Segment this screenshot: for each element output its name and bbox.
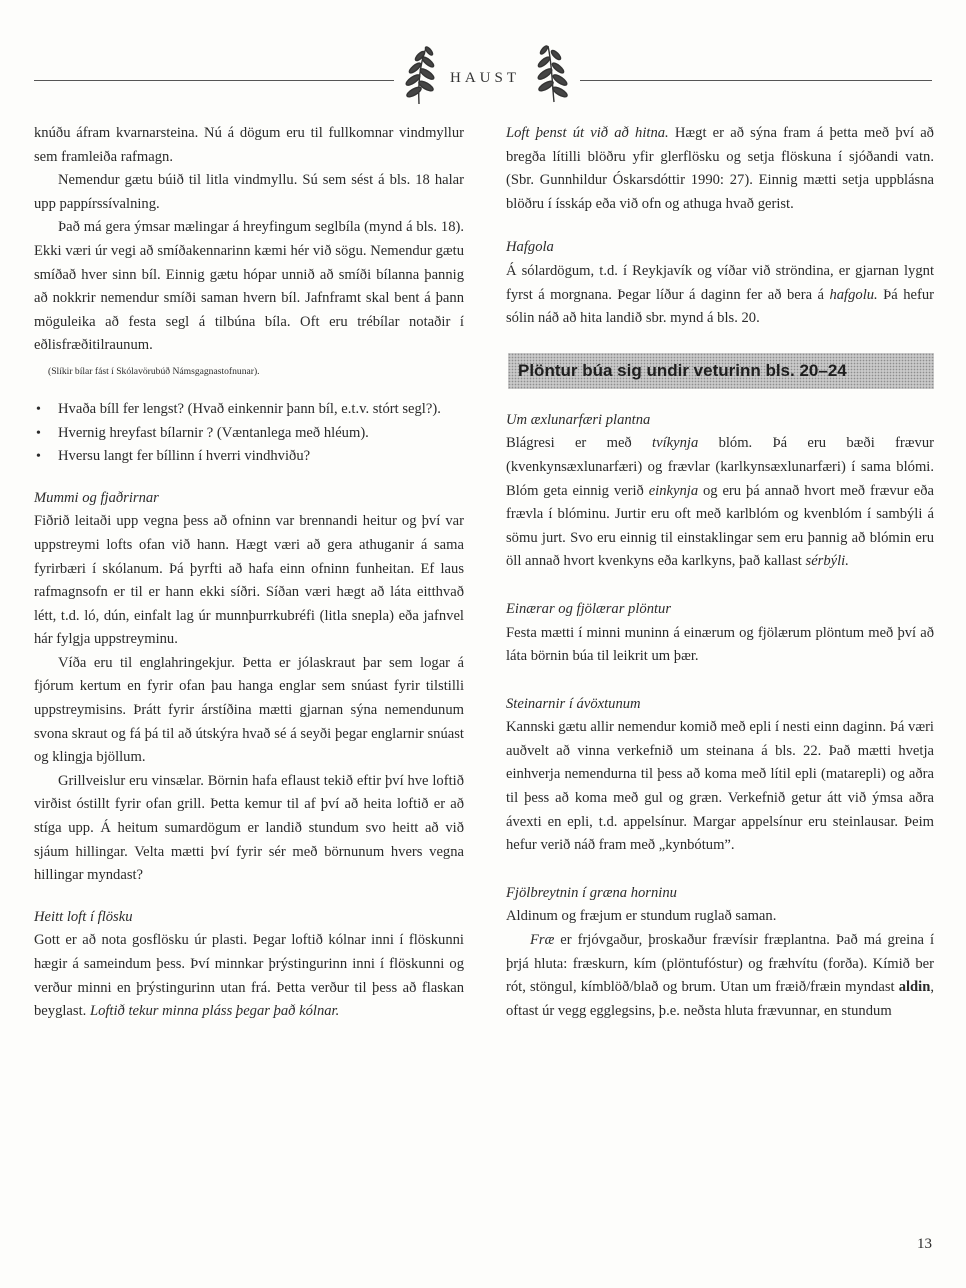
heading-einaerar: Einærar og fjölærar plöntur: [506, 600, 672, 617]
heading-steinarnir: Steinarnir í ávöxtunum: [506, 695, 641, 712]
section-heading-plontur: Plöntur búa sig undir veturinn bls. 20–24: [508, 353, 934, 389]
question-list: [34, 398, 464, 469]
intro-paragraph-3: Það má gera ýmsar mælingar á hreyfingum seglbíla (mynd á bls. 18). Ekki væri úr vegi að smíðakennarinn kæmi hér við sögu. Nemendur gætu smíðað hver sinn bíl. Einnig gætu hópar unnið að smíði bílanna þannig að nokkrir nemendur smíði saman hvern bíl. Jafnframt skal bent á þann möguleika að festa segl á tilbúna bíla. Oft eru trébílar notaðir í eðlisfræðitilraunum.: [34, 219, 464, 354]
intro-paragraph-2: Nemendur gætu búið til litla vindmyllu. Sú sem sést á bls. 18 halar upp pappírssívalning.: [34, 172, 464, 212]
text-run: er frjóvgaður, þroskaður frævísir fræplantna. Það má greina í þrjá hluta: fræskurn, kím (plöntufóstur) og fræhvítu (forða). Kímið ber rót, stöngul, kímblöð/blað og brum. Utan um fræið/fræin myndast: [506, 932, 934, 996]
hafgola-text-b: Þá hefur sólin náð að hita landið sbr. mynd á bls. 20.: [506, 286, 934, 327]
leaf-ornament-right-icon: [532, 42, 578, 104]
italic-term: Fræ: [530, 932, 555, 949]
text-run: Blágresi er með: [506, 435, 632, 452]
page-number: 13: [917, 1236, 932, 1252]
text-run: , oftast úr vegg egglegsins, þ.e. neðsta hluta frævunnar, en stundum: [506, 979, 934, 1019]
italic-term: tvíkynja: [652, 435, 699, 452]
hafgola-text-a: Á sólardögum, t.d. í Reykjavík og víðar við ströndina, er gjarnan lygnt fyrst á morgnana. Þegar líður á daginn fer að bera á: [506, 262, 934, 303]
einaerar-paragraph: Festa mætti í minni muninn á einærum og fjölærum plöntum með því að láta börnin búa til leikrit um þær.: [506, 624, 934, 665]
mummi-paragraph-2: Víða eru til englahringekjur. Þetta er jólaskraut þar sem logar á fjórum kertum en fyrir ofan þau hanga englar sem snúast fyrir tilstilli uppstreymisins. Þrátt fyrir árstíðina mætti gjarnan sýna nemendunum svona skraut og fá þá til að útskýra hvað sé á seyði þegar englarnir snúast og klingja bjöllum.: [34, 654, 464, 766]
header-rule-right: [580, 80, 932, 81]
italic-term: einkynja: [648, 482, 699, 499]
list-item: • Hversu langt fer bíllinn í hverri vindhviðu?: [34, 445, 464, 469]
heitt-italic-text: Loftið tekur minna pláss þegar það kólnar.: [89, 1003, 340, 1020]
steinarnir-paragraph: Kannski gætu allir nemendur komið með epli í nesti einn daginn. Þá væri auðvelt að vinna verkefnið um steinana á bls. 22. Það mætti hvetja einhverja nemendurna til þess að koma með lítil epli (matarepli) og aðra til þess að koma með gul og græn. Verkefnið getur átt við ýmsa aðra ávexti en epli, t.d. appelsínur. Margar appelsínur eru steinlausar. Þeim hefur verið náð fram með „kynbótum”.: [506, 719, 934, 854]
heitt-paragraph-1: [34, 929, 464, 1023]
hafgola-paragraph: [506, 260, 934, 331]
heading-aexlunarfaeri: Um æxlunarfæri plantna: [506, 411, 651, 428]
heading-hafgola: Hafgola: [506, 239, 554, 256]
heading-heitt-loft: Heitt loft í flösku: [34, 908, 133, 925]
text-run: og eru þá annað hvort með frævur eða frævla í blóminu. Jurtir eru oft með karlblóm og kvenblóm í sambýli á sömu jurt. Svo eru einnig til einstaklingar sem eru þannig að blómin eru öll annað hvort kvenkyns eða karlkyns, það kallast: [506, 482, 934, 570]
mummi-paragraph-3: Grillveislur eru vinsælar. Börnin hafa eflaust tekið eftir því hve loftið virðist óstillt fyrir ofan grill. Þetta kemur til af því að heita loftið er að stíga upp. Á heitum sumardögum er landið stundum svo heitt að við sjáum hillingar. Velta mætti því fyrir sér með börnunum hvers vegna hillingar myndast?: [34, 772, 464, 884]
heading-fjolbreytnin: Fjölbreytnin í græna horninu: [506, 884, 677, 901]
loft-italic-text: Loft þenst út við að hitna.: [506, 125, 669, 141]
list-item: • Hvaða bíll fer lengst? (Hvað einkennir þann bíl, e.t.v. stórt segl?).: [34, 398, 464, 422]
heading-mummi: Mummi og fjaðrirnar: [34, 489, 159, 506]
fjolbreytnin-paragraph-2: [506, 929, 934, 1023]
leaf-ornament-left-icon: [396, 44, 442, 106]
aexlunarfaeri-paragraph: [506, 432, 934, 574]
list-item: • Hvernig hreyfast bílarnir ? (Væntanlega með hléum).: [34, 422, 464, 446]
heitt-text: Gott er að nota gosflösku úr plasti. Þegar loftið kólnar inni í flöskunni hægir á sameindum þess. Því minnkar þrýstingurinn inni í flöskunni og verður minni en þrýstingurinn utan frá. Þetta verður til þess að flaskan beyglast.: [34, 932, 464, 1020]
text-run: blóm. Þá eru bæði frævur (kvenkynsæxlunarfæri) og frævlar (karlkynsæxlunarfæri) í sama blómi. Blóm geta einnig verið: [506, 435, 934, 499]
header-title: HAUST: [450, 70, 521, 86]
hafgola-italic-text: hafgolu.: [829, 286, 878, 303]
intro-paragraph-1: knúðu áfram kvarnarsteina. Nú á dögum eru til fullkomnar vindmyllur sem framleiða rafmagn.: [34, 125, 464, 165]
bold-term: aldin: [898, 979, 931, 996]
header-rule-left: [34, 80, 394, 81]
italic-term: sérbýli.: [805, 553, 849, 570]
loft-text: Hægt er að sýna fram á þetta með því að bregða lítilli blöðru yfir glerflösku og setja flöskuna í sjóðandi vatn. (Sbr. Gunnhildur Óskarsdóttir 1990: 27). Einnig mætti setja uppblásna blöðru í ísskáp eða við ofn og athuga hvað gerist.: [506, 125, 934, 212]
loft-paragraph: [506, 122, 934, 216]
fjolbreytnin-paragraph-1: Aldinum og fræjum er stundum ruglað saman.: [506, 908, 777, 925]
left-column: [34, 122, 464, 1024]
mummi-paragraph-1: Fiðrið leitaði upp vegna þess að ofninn var brennandi heitur og því var uppstreymi lofts ofan við hann. Hægt væri að gera athuganir á sama fyrirbæri í skólanum. Þá þyrfti að hafa einn ofninn funheitan. Ef laus rafmagnsofn er til er hann ekki síðri. Síðan væri hægt að láta eitthvað létt, t.d. ló, dún, einfalt lag úr munnþurrkubréfi (litla snepla) eða jafnvel hár fylgja uppstreyminu.: [34, 513, 464, 648]
right-column: [506, 122, 934, 1023]
source-note: (Slíkir bílar fást í Skólavörubúð Námsgagnastofnunar).: [48, 365, 260, 377]
